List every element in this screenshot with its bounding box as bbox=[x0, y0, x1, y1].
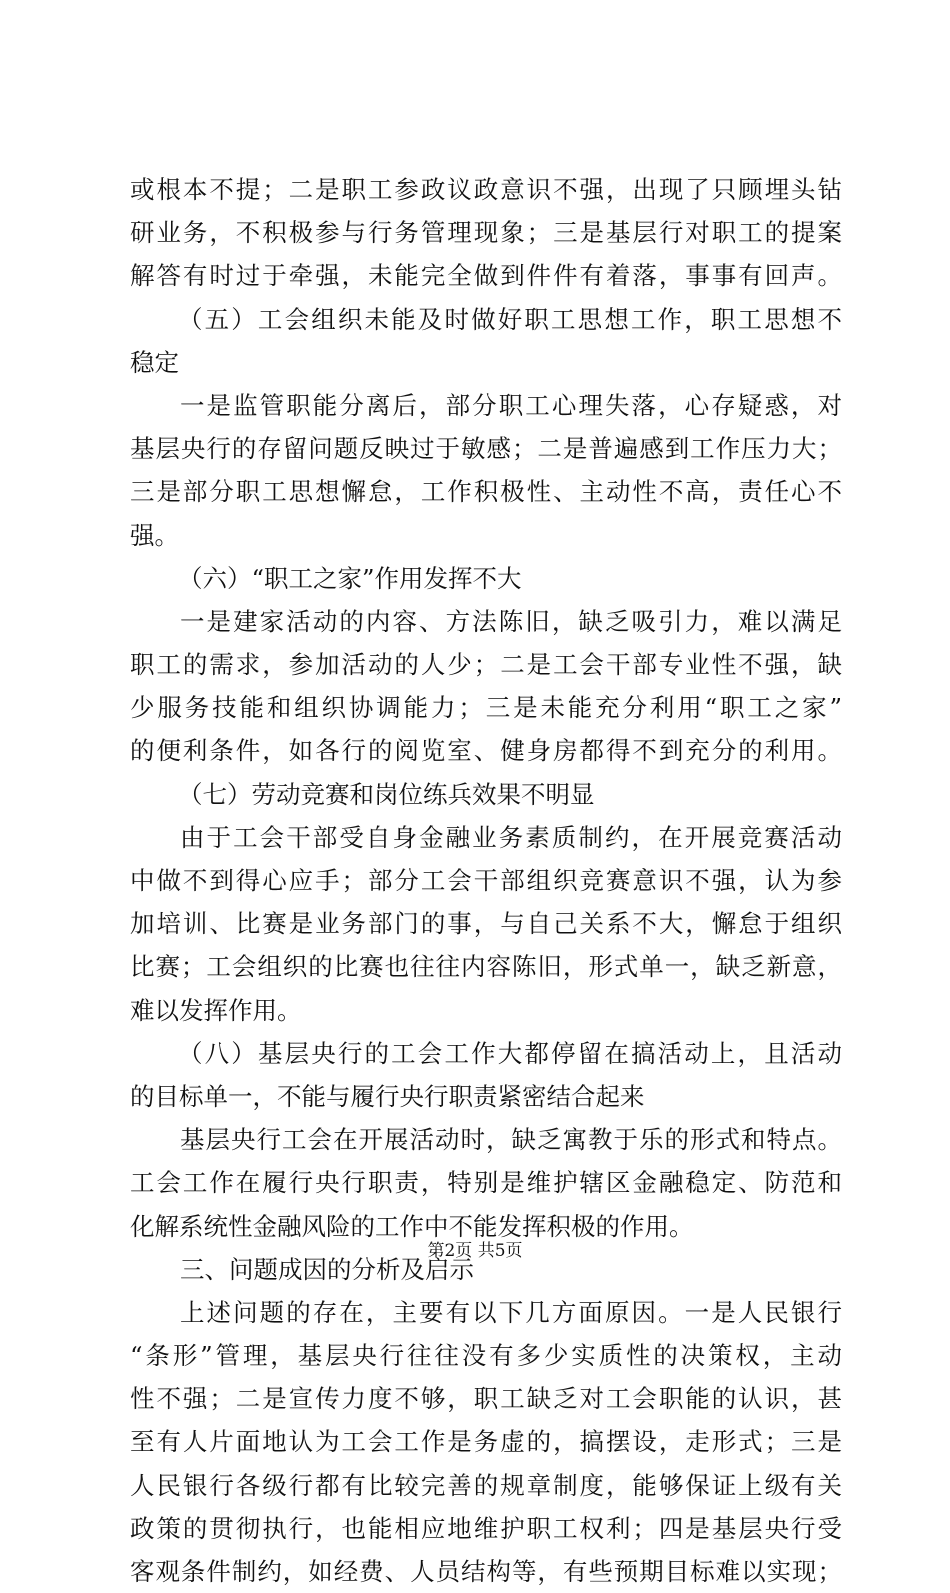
text-line: 上述问题的存在，主要有以下几方面原因。一是人民银行 bbox=[180, 1297, 842, 1327]
text-line: 性不强；二是宣传力度不够，职工缺乏对工会职能的认识，甚 bbox=[130, 1384, 842, 1414]
text-line: （六）“职工之家”作用发挥不大 bbox=[178, 563, 522, 593]
text-line: （七）劳动竞赛和岗位练兵效果不明显 bbox=[178, 779, 595, 809]
text-line: 化解系统性金融风险的工作中不能发挥积极的作用。 bbox=[130, 1211, 694, 1241]
text-line: 或根本不提；二是职工参政议政意识不强，出现了只顾埋头钻 bbox=[130, 175, 842, 204]
text-line: 的目标单一，不能与履行央行职责紧密结合起来 bbox=[130, 1081, 645, 1111]
text-line: 研业务，不积极参与行务管理现象；三是基层行对职工的提案 bbox=[130, 218, 842, 248]
text-line: 少服务技能和组织协调能力；三是未能充分利用“职工之家” bbox=[130, 693, 842, 723]
text-line: 中做不到得心应手；部分工会干部组织竞赛意识不强，认为参 bbox=[130, 866, 842, 895]
text-line: 加培训、比赛是业务部门的事，与自己关系不大，懈怠于组织 bbox=[130, 909, 842, 939]
text-line: 的便利条件，如各行的阅览室、健身房都得不到充分的利用。 bbox=[130, 736, 842, 766]
text-line: 基层央行的存留问题反映过于敏感；二是普遍感到工作压力大； bbox=[130, 434, 842, 464]
text-line: 难以发挥作用。 bbox=[130, 995, 302, 1025]
text-line: 职工的需求，参加活动的人少；二是工会干部专业性不强，缺 bbox=[130, 650, 842, 680]
text-line: 三是部分职工思想懈怠，工作积极性、主动性不高，责任心不 bbox=[130, 477, 842, 507]
text-line: 三、问题成因的分析及启示 bbox=[180, 1254, 474, 1284]
document-body bbox=[130, 168, 842, 1593]
text-line: “条形”管理，基层央行往往没有多少实质性的决策权，主动 bbox=[130, 1341, 842, 1371]
text-line: 至有人片面地认为工会工作是务虚的，搞摆设，走形式；三是 bbox=[130, 1427, 842, 1457]
text-line: 解答有时过于牵强，未能完全做到件件有着落，事事有回声。 bbox=[130, 261, 842, 291]
text-line: （五）工会组织未能及时做好职工思想工作，职工思想不 bbox=[178, 304, 842, 334]
text-line: 强。 bbox=[130, 520, 179, 550]
text-line: 由于工会干部受自身金融业务素质制约，在开展竞赛活动 bbox=[180, 822, 842, 852]
text-line: 人民银行各级行都有比较完善的规章制度，能够保证上级有关 bbox=[130, 1470, 842, 1500]
text-line: 一是建家活动的内容、方法陈旧，缺乏吸引力，难以满足 bbox=[180, 606, 842, 636]
text-line: 比赛；工会组织的比赛也往往内容陈旧，形式单一，缺乏新意， bbox=[130, 952, 842, 982]
text-line: 一是监管职能分离后，部分职工心理失落，心存疑惑，对 bbox=[180, 390, 842, 420]
text-line: 政策的贯彻执行，也能相应地维护职工权利；四是基层央行受 bbox=[130, 1513, 842, 1543]
text-line: （八）基层央行的工会工作大都停留在搞活动上，且活动 bbox=[178, 1038, 842, 1068]
text-line: 稳定 bbox=[130, 347, 179, 377]
text-line: 工会工作在履行央行职责，特别是维护辖区金融稳定、防范和 bbox=[130, 1168, 842, 1198]
text-line: 客观条件制约，如经费、人员结构等，有些预期目标难以实现； bbox=[130, 1557, 842, 1586]
page-footer: 第2页 共5页 bbox=[427, 1241, 523, 1261]
text-line: 基层央行工会在开展活动时，缺乏寓教于乐的形式和特点。 bbox=[180, 1125, 842, 1155]
